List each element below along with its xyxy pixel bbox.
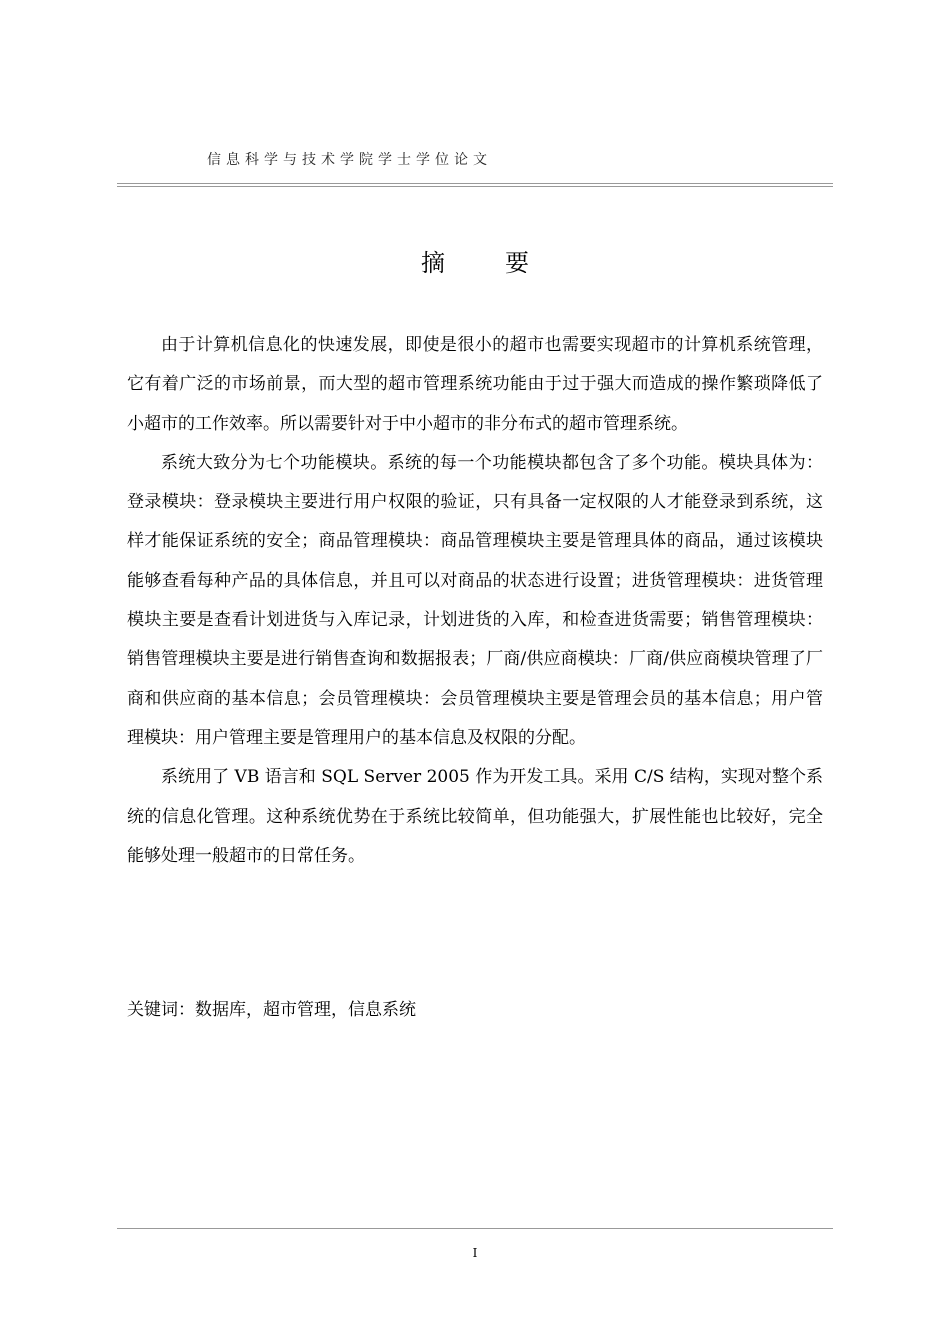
- header-rule-bottom: [117, 186, 833, 187]
- header-rule-top: [117, 183, 833, 184]
- abstract-paragraph-3: 系统用了 VB 语言和 SQL Server 2005 作为开发工具。采用 C/S 结构，实现对整个系统的信息化管理。这种系统优势在于系统比较简单，但功能强大，扩展性能也比较好，完全能够处理一般超市的日常任务。: [127, 767, 823, 866]
- keywords-line: [127, 994, 823, 1026]
- abstract-body: [127, 326, 823, 876]
- keywords-value: 数据库，超市管理，信息系统: [195, 1000, 416, 1020]
- abstract-paragraph-2: 系统大致分为七个功能模块。系统的每一个功能模块都包含了多个功能。模块具体为：登录模块：登录模块主要进行用户权限的验证，只有具备一定权限的人才能登录到系统，这样才能保证系统的安全；商品管理模块：商品管理模块主要是管理具体的商品，通过该模块能够查看每种产品的具体信息，并且可以对商品的状态进行设置；进货管理模块：进货管理模块主要是查看计划进货与入库记录，计划进货的入库，和检查进货需要；销售管理模块：销售管理模块主要是进行销售查询和数据报表；厂商/供应商模块：厂商/供应商模块管理了厂商和供应商的基本信息；会员管理模块：会员管理模块主要是管理会员的基本信息；用户管理模块：用户管理主要是管理用户的基本信息及权限的分配。: [127, 452, 823, 748]
- abstract-paragraph-1: 由于计算机信息化的快速发展，即使是很小的超市也需要实现超市的计算机系统管理，它有着广泛的市场前景，而大型的超市管理系统功能由于过于强大而造成的操作繁琐降低了小超市的工作效率。所以需要针对于中小超市的非分布式的超市管理系统。: [127, 335, 823, 434]
- running-header: 信息科学与技术学院学士学位论文: [207, 152, 492, 168]
- abstract-title: 摘 要: [421, 249, 547, 277]
- footer-rule: [117, 1228, 833, 1229]
- page-number: I: [472, 1246, 478, 1260]
- keywords-label: 关键词：: [127, 1000, 195, 1020]
